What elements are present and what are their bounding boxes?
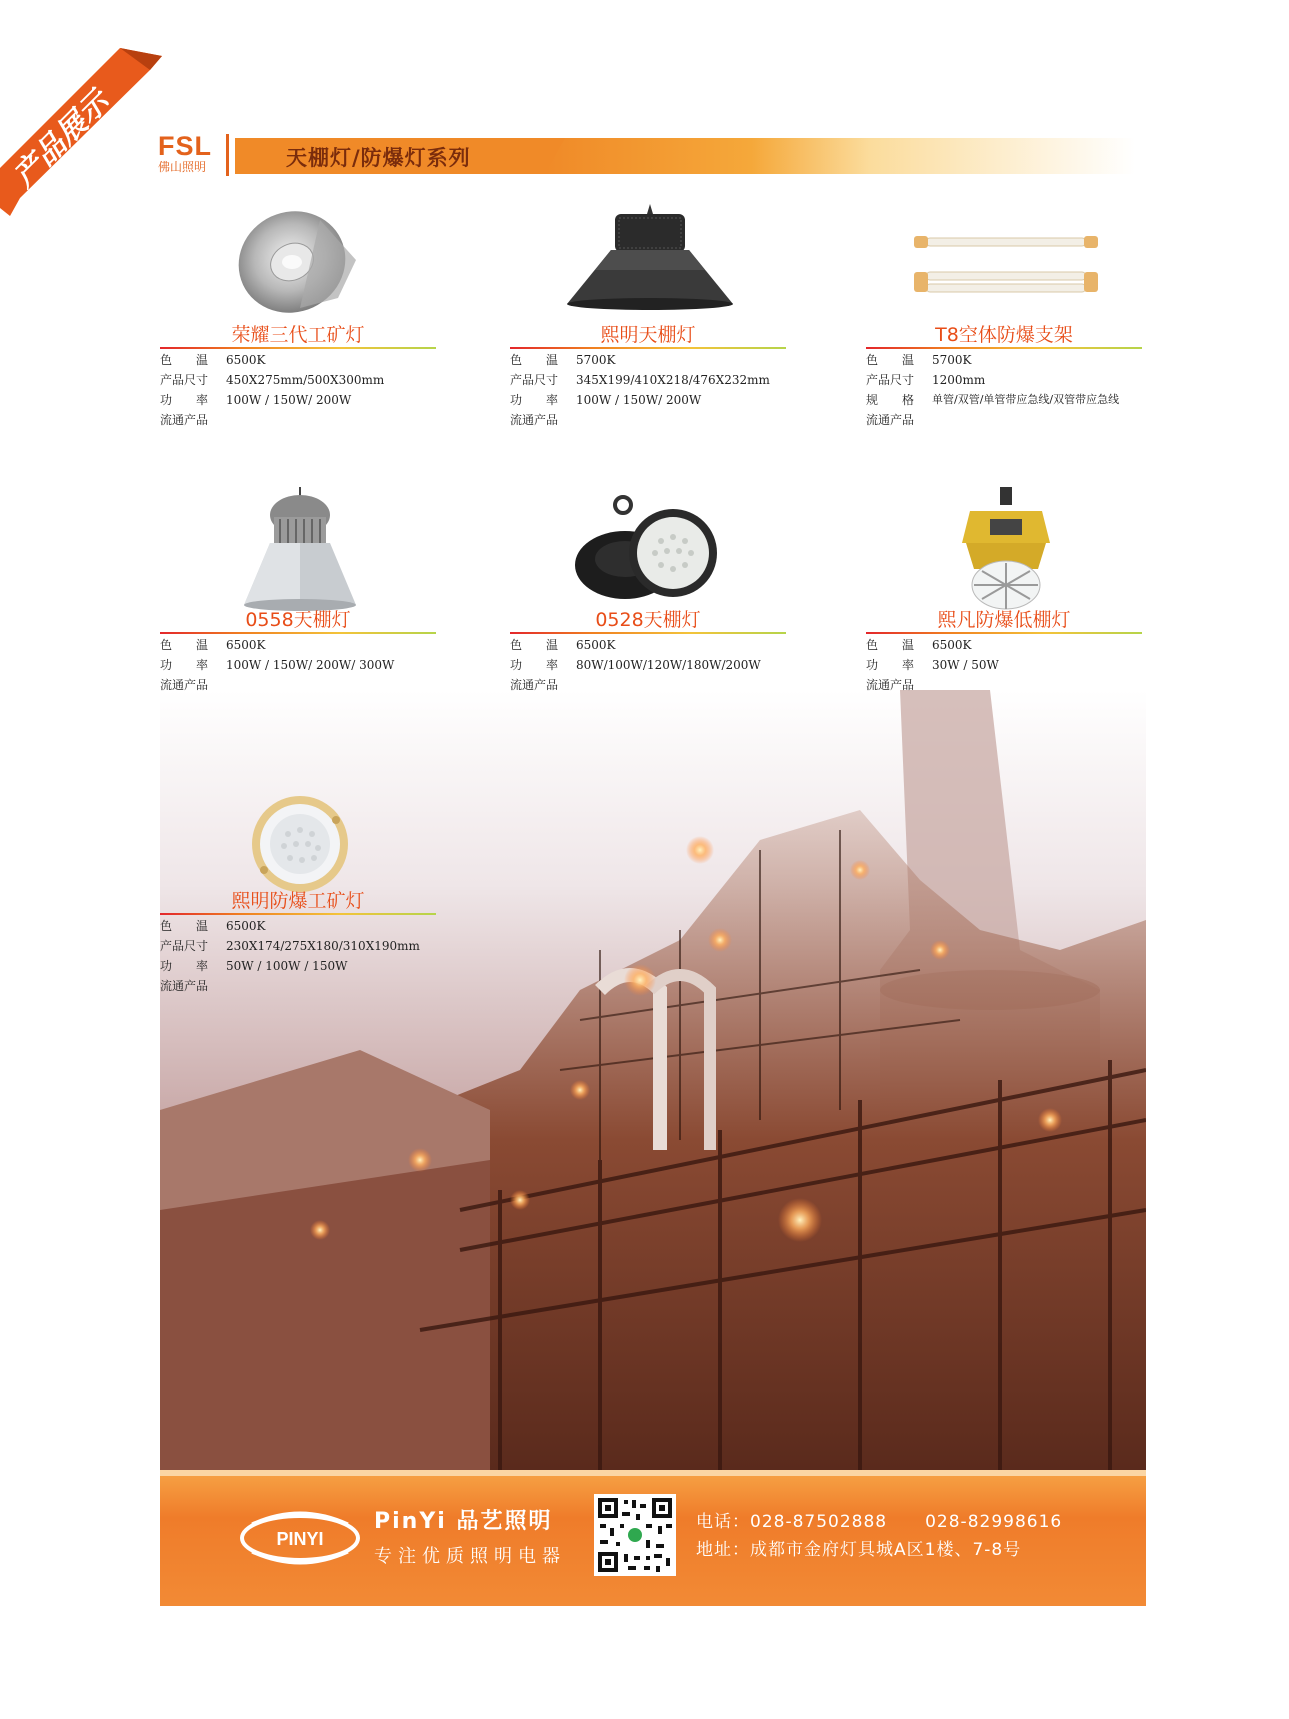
spec-row	[160, 350, 384, 370]
footer-top-line	[160, 1470, 1146, 1476]
product-name: 0528天棚灯	[595, 609, 701, 631]
spec-label: 色 温	[866, 353, 915, 367]
phone-label: 电话：	[696, 1512, 750, 1532]
product-name: T8空体防爆支架	[935, 324, 1073, 346]
spec-value: 6500K	[226, 638, 266, 652]
product-note: 流通产品	[160, 678, 209, 692]
spec-label: 产品尺寸	[510, 373, 559, 387]
product-note: 流通产品	[510, 413, 559, 427]
spec-row	[510, 655, 761, 675]
spec-row	[160, 956, 420, 976]
spec-row	[866, 350, 1119, 370]
product-image	[160, 485, 440, 615]
spec-row	[510, 390, 770, 410]
product-specs	[866, 635, 999, 695]
brand-subtitle: 佛山照明	[158, 160, 207, 174]
spec-label: 功 率	[160, 393, 209, 407]
spec-label: 功 率	[160, 959, 209, 973]
spec-row	[160, 936, 420, 956]
spec-label: 色 温	[866, 638, 915, 652]
pinyi-logo-text: PINYI	[276, 1529, 324, 1549]
spec-row	[510, 370, 770, 390]
spec-label: 功 率	[510, 393, 559, 407]
product-image	[866, 485, 1146, 615]
contact-info	[696, 1508, 1100, 1564]
pinyi-slogan: 专注优质照明电器	[374, 1546, 566, 1567]
brand-logo-text: FSL	[158, 131, 212, 161]
product-specs	[866, 350, 1119, 430]
spec-label: 产品尺寸	[160, 373, 209, 387]
spec-value: 345X199/410X218/476X232mm	[576, 373, 770, 387]
product-divider	[160, 913, 436, 915]
brand-logo	[158, 132, 230, 174]
spec-value: 单管/双管/单管带应急线/双管带应急线	[932, 393, 1120, 406]
product-name: 熙凡防爆低棚灯	[937, 609, 1071, 631]
product-name: 熙明天棚灯	[600, 324, 696, 346]
pinyi-logo	[238, 1506, 362, 1570]
product-name: 0558天棚灯	[245, 609, 351, 631]
spec-value: 80W/100W/120W/180W/200W	[576, 658, 761, 672]
product-name: 熙明防爆工矿灯	[231, 890, 365, 912]
spec-row	[160, 916, 420, 936]
spec-label: 功 率	[866, 658, 915, 672]
qr-code-icon[interactable]	[594, 1494, 676, 1576]
spec-label: 色 温	[160, 919, 209, 933]
product-note: 流通产品	[866, 678, 915, 692]
product-specs	[160, 916, 420, 996]
product-divider	[160, 347, 436, 349]
spec-row	[160, 370, 384, 390]
spec-row	[160, 635, 394, 655]
product-image	[160, 200, 440, 330]
spec-label: 色 温	[510, 353, 559, 367]
address-label: 地址：	[696, 1540, 750, 1560]
product-specs	[160, 635, 394, 695]
footer-banner	[160, 1470, 1146, 1606]
spec-value: 5700K	[576, 353, 616, 367]
product-specs	[510, 635, 761, 695]
series-title: 天棚灯/防爆灯系列	[286, 146, 471, 170]
brand-divider	[226, 134, 229, 176]
ribbon-text: 产品展示	[6, 84, 117, 195]
pinyi-brand-latin: PinYi	[374, 1509, 447, 1534]
product-image	[510, 485, 790, 615]
spec-value: 450X275mm/500X300mm	[226, 373, 385, 387]
spec-label: 色 温	[510, 638, 559, 652]
spec-label: 功 率	[160, 658, 209, 672]
spec-value: 230X174/275X180/310X190mm	[226, 939, 420, 953]
spec-label: 产品尺寸	[866, 373, 915, 387]
product-divider	[510, 347, 786, 349]
spec-row	[160, 390, 384, 410]
product-image	[510, 200, 790, 330]
product-image	[160, 790, 440, 900]
spec-value: 6500K	[576, 638, 616, 652]
spec-label: 色 温	[160, 353, 209, 367]
phone-number[interactable]: 028-87502888	[750, 1512, 888, 1532]
product-divider	[866, 347, 1142, 349]
product-note: 流通产品	[510, 678, 559, 692]
spec-label: 功 率	[510, 658, 559, 672]
spec-row	[866, 370, 1119, 390]
product-note: 流通产品	[160, 413, 209, 427]
spec-row	[866, 635, 999, 655]
spec-row	[510, 350, 770, 370]
address-text: 成都市金府灯具城A区1楼、7-8号	[750, 1540, 1022, 1560]
product-note: 流通产品	[160, 979, 209, 993]
spec-row	[510, 635, 761, 655]
spec-value: 100W / 150W/ 200W/ 300W	[226, 658, 395, 672]
spec-value: 6500K	[932, 638, 972, 652]
corner-ribbon	[0, 48, 170, 218]
product-name: 荣耀三代工矿灯	[231, 324, 365, 346]
product-divider	[866, 632, 1142, 634]
spec-row	[866, 655, 999, 675]
spec-label: 产品尺寸	[160, 939, 209, 953]
product-divider	[160, 632, 436, 634]
product-image	[866, 200, 1146, 330]
pinyi-brand-cn: 品艺照明	[456, 1509, 553, 1534]
product-note: 流通产品	[866, 413, 915, 427]
spec-value: 6500K	[226, 353, 266, 367]
pinyi-brand	[374, 1504, 553, 1535]
phone-number[interactable]: 028-82998616	[925, 1512, 1063, 1532]
spec-row	[160, 655, 394, 675]
spec-value: 1200mm	[932, 373, 986, 387]
product-divider	[510, 632, 786, 634]
spec-label: 规 格	[866, 393, 915, 407]
spec-row	[866, 390, 1119, 410]
spec-value: 30W / 50W	[932, 658, 999, 672]
spec-value: 50W / 100W / 150W	[226, 959, 348, 973]
spec-value: 100W / 150W/ 200W	[226, 393, 352, 407]
address-line	[696, 1536, 1100, 1564]
spec-value: 5700K	[932, 353, 972, 367]
phone-line	[696, 1508, 1100, 1536]
spec-value: 6500K	[226, 919, 266, 933]
spec-value: 100W / 150W/ 200W	[576, 393, 702, 407]
spec-label: 色 温	[160, 638, 209, 652]
product-specs	[510, 350, 770, 430]
product-specs	[160, 350, 384, 430]
